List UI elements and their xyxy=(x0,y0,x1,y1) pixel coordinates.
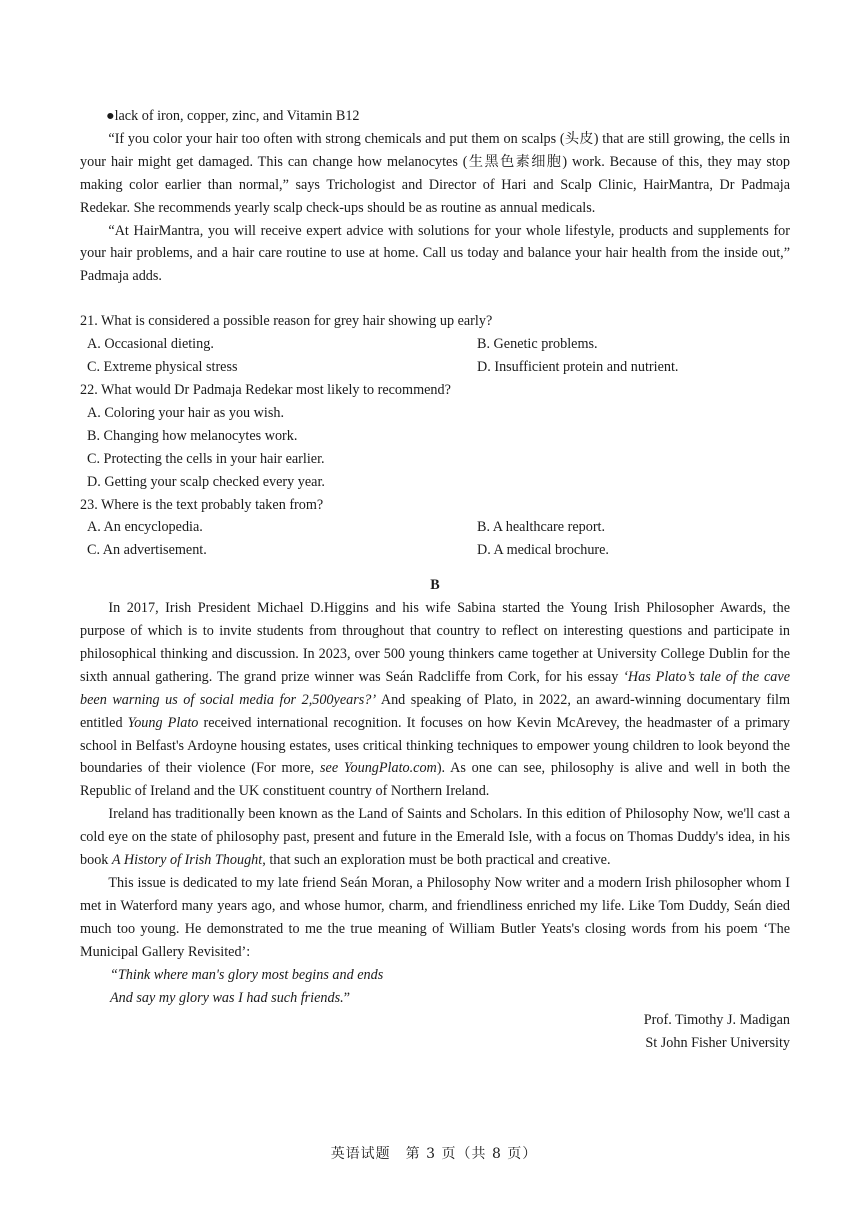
option-c: C. Protecting the cells in your hair earlier. xyxy=(87,450,325,467)
option-a: A. Occasional dieting. xyxy=(87,336,214,353)
poem-line-2: And say my glory was I had such friends.” xyxy=(110,989,350,1006)
passage-b-paragraph-3: This issue is dedicated to my late friend Seán Moran, a Philosophy Now writer and a modern Irish philosopher whom I met in Waterford many years ago, and whose humor, charm, and friendliness enriched my life. Like Tom Duddy, Seán died much too young. He demonstrated to me the true meaning of William Butler Yeats's closing words from his poem ‘The Municipal Gallery Revisited’: xyxy=(80,875,790,960)
website-reference: see YoungPlato.com xyxy=(320,760,437,777)
question-stem: 21. What is considered a possible reason for grey hair showing up early? xyxy=(80,313,493,330)
option-b: B. Changing how melanocytes work. xyxy=(87,427,298,444)
essay-title: ‘Has Plato’s tale of the cave been warning us of social media for 2,500years?’ xyxy=(80,668,790,708)
passage-b xyxy=(80,597,790,964)
option-d: D. A medical brochure. xyxy=(477,542,609,559)
passage-a-paragraph-1: “If you color your hair too often with strong chemicals and put them on scalps (头皮) that are still growing, the cells in your hair might get damaged. This can change how melanocytes (生黑色素细胞) work. Because of this, they may stop making color earlier than normal,” says Trichologist and Director of Hari and Scalp Clinic, HairMantra, Dr Padmaja Redekar. She recommends yearly scalp check-ups should be as routine as annual medicals. xyxy=(80,130,790,216)
book-title: A History of Irish Thought xyxy=(111,852,263,869)
question-23 xyxy=(80,494,790,563)
option-b: B. Genetic problems. xyxy=(477,336,598,353)
option-a: A. An encyclopedia. xyxy=(87,519,203,536)
question-stem: 23. Where is the text probably taken from? xyxy=(80,496,324,513)
question-22 xyxy=(80,379,790,494)
page-footer: 英语试题 第 3 页（共 8 页） xyxy=(330,1146,538,1162)
question-21 xyxy=(80,310,790,379)
passage-b-paragraph-2: Ireland has traditionally been known as the Land of Saints and Scholars. In this edition of Philosophy Now, we'll cast a cold eye on the state of philosophy past, present and future in the Emerald Isle, with a focus on Thomas Duddy's idea, in his book A History of Irish Thought, that such an exploration must be both practical and creative. xyxy=(80,806,790,869)
option-d: D. Getting your scalp checked every year. xyxy=(87,473,325,490)
section-label-b: B xyxy=(430,577,440,594)
author-affiliation: St John Fisher University xyxy=(645,1035,790,1052)
option-c: C. Extreme physical stress xyxy=(87,359,238,376)
poem-line-1: “Think where man's glory most begins and ends xyxy=(110,966,384,983)
author-name: Prof. Timothy J. Madigan xyxy=(643,1012,790,1029)
passage-a-paragraph-2: “At HairMantra, you will receive expert advice with solutions for your whole lifestyle, products and supplements for your hair problems, and a hair care routine to use at home. Call us today and balance your hair health from the inside out,” Padmaja adds. xyxy=(80,222,790,285)
option-b: B. A healthcare report. xyxy=(477,519,606,536)
option-d: D. Insufficient protein and nutrient. xyxy=(477,359,679,376)
question-stem: 22. What would Dr Padmaja Redekar most likely to recommend? xyxy=(80,381,451,398)
exam-page xyxy=(80,105,790,1055)
film-title: Young Plato xyxy=(127,714,199,731)
option-c: C. An advertisement. xyxy=(87,542,207,559)
passage-a-tail xyxy=(80,105,790,288)
bullet-item: ●lack of iron, copper, zinc, and Vitamin B12 xyxy=(106,108,360,124)
option-a: A. Coloring your hair as you wish. xyxy=(87,404,285,421)
passage-b-paragraph-1: In 2017, Irish President Michael D.Higgins and his wife Sabina started the Young Irish Philosopher Awards, the purpose of which is to invite students from throughout that country to reflect on interesting questions and participate in philosophical thinking and discussion. In 2023, over 500 young thinkers came together at University College Dublin for the sixth annual gathering. The grand prize winner was Seán Radcliffe from Cork, for his essay ‘Has Plato’s tale of the cave been warning us of social media for 2,500years?’ And speaking of Plato, in 2022, an award-winning documentary film entitled Young Plato received international recognition. It focuses on how Kevin McArevey, the headmaster of a primary school in Belfast's Ardoyne housing estates, uses critical thinking techniques to empower young children to look beyond the boundaries of their violence (For more, see YoungPlato.com). As one can see, philosophy is alive and well in both the Republic of Ireland and the UK constituent country of Northern Ireland. xyxy=(80,600,791,800)
